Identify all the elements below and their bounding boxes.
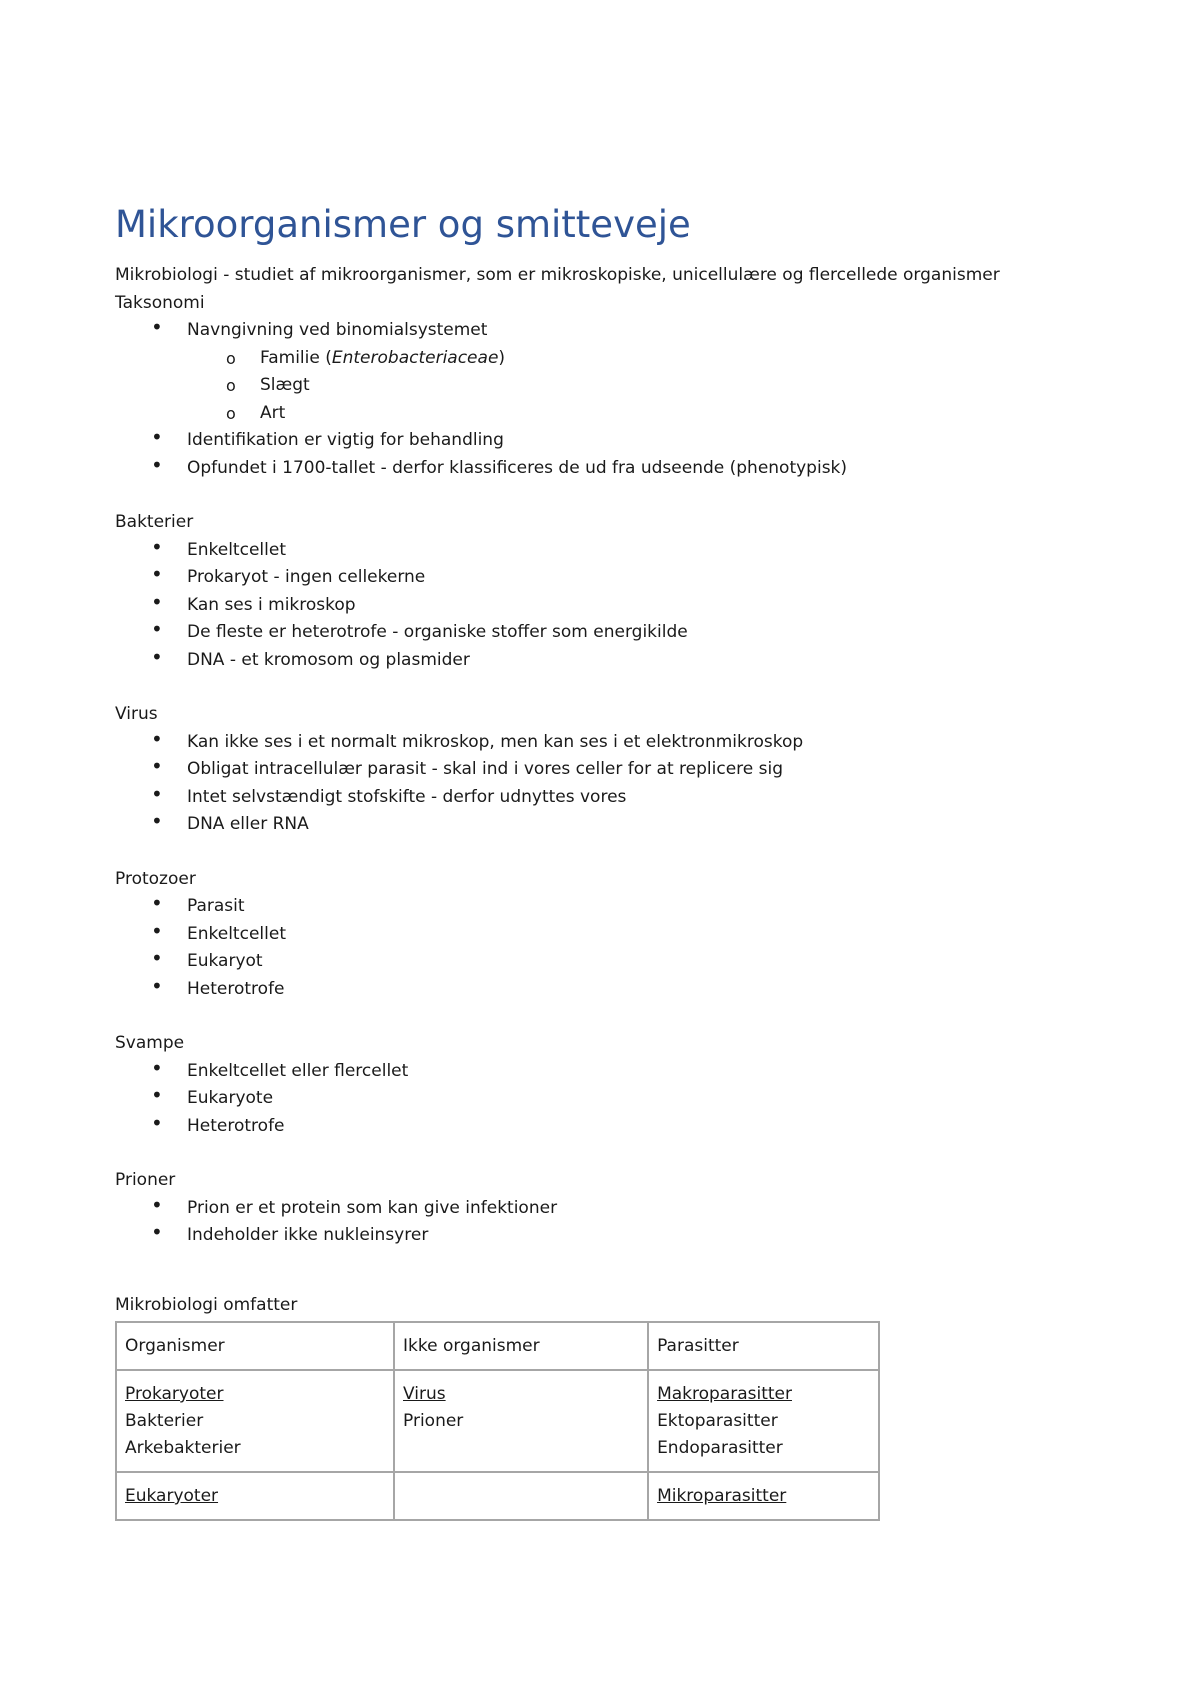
list-item: • Kan ses i mikroskop <box>187 592 1085 620</box>
list-item: • Obligat intracellulær parasit - skal ind i vores celler for at replicere sig <box>187 756 1085 784</box>
prions-heading: Prioner <box>115 1170 176 1190</box>
table-cell <box>116 1472 394 1520</box>
virus-section <box>115 701 1085 839</box>
sublist-item-italic: Enterobacteriaceae <box>331 347 499 368</box>
list-item <box>187 317 1085 427</box>
list-item: • DNA - et kromosom og plasmider <box>187 647 1085 675</box>
list-item: • Intet selvstændigt stofskifte - derfor udnyttes vores <box>187 784 1085 812</box>
table-cell <box>116 1370 394 1472</box>
sublist-item: o Slægt <box>260 372 1085 400</box>
sublist-item: o Art <box>260 400 1085 428</box>
list-item: • Heterotrofe <box>187 1113 1085 1141</box>
taxonomy-section <box>115 290 1085 483</box>
table-header-cell: Ikke organismer <box>394 1322 648 1370</box>
cell-title: Makroparasitter <box>657 1384 792 1404</box>
cell-line: Bakterier <box>125 1411 204 1431</box>
protozoa-list <box>115 893 1085 1003</box>
sublist-item-text: ) <box>498 347 506 368</box>
list-item: • Eukaryot <box>187 948 1085 976</box>
cell-title: Eukaryoter <box>125 1486 219 1506</box>
list-item: • Enkeltcellet <box>187 537 1085 565</box>
list-item: • Enkeltcellet eller flercellet <box>187 1058 1085 1086</box>
list-item: • Parasit <box>187 893 1085 921</box>
microbiology-table <box>115 1321 880 1521</box>
cell-line: Prioner <box>403 1411 464 1431</box>
list-item: • Heterotrofe <box>187 976 1085 1004</box>
cell-line: Endoparasitter <box>657 1438 783 1458</box>
list-item: • DNA eller RNA <box>187 811 1085 839</box>
cell-title: Mikroparasitter <box>657 1486 787 1506</box>
page-title: Mikroorganismer og smitteveje <box>115 203 691 246</box>
document-page <box>115 200 1085 1521</box>
virus-list <box>115 729 1085 839</box>
cell-line: Arkebakterier <box>125 1438 241 1458</box>
taxonomy-sublist <box>187 345 1085 428</box>
list-item: • De fleste er heterotrofe - organiske stoffer som energikilde <box>187 619 1085 647</box>
sublist-item-text: Familie ( <box>260 347 332 368</box>
list-item: • Opfundet i 1700-tallet - derfor klassificeres de ud fra udseende (phenotypisk) <box>187 455 1085 483</box>
virus-heading: Virus <box>115 704 158 724</box>
list-item-text: Navngivning ved binomialsystemet <box>187 320 488 340</box>
fungi-section <box>115 1030 1085 1140</box>
table-row <box>116 1472 879 1520</box>
table-cell <box>648 1370 879 1472</box>
taxonomy-heading: Taksonomi <box>115 292 205 313</box>
list-item: • Prokaryot - ingen cellekerne <box>187 564 1085 592</box>
prions-list <box>115 1195 1085 1250</box>
table-cell <box>394 1370 648 1472</box>
fungi-list <box>115 1058 1085 1141</box>
prions-section <box>115 1167 1085 1250</box>
cell-line: Ektoparasitter <box>657 1411 778 1431</box>
list-item: • Kan ikke ses i et normalt mikroskop, men kan ses i et elektronmikroskop <box>187 729 1085 757</box>
cell-title: Prokaryoter <box>125 1384 224 1404</box>
taxonomy-list <box>115 317 1085 482</box>
table-header-cell: Organismer <box>116 1322 394 1370</box>
table-caption: Mikrobiologi omfatter <box>115 1294 298 1315</box>
table-row <box>116 1370 879 1472</box>
list-item: • Identifikation er vigtig for behandling <box>187 427 1085 455</box>
list-item: • Eukaryote <box>187 1085 1085 1113</box>
table-header-cell: Parasitter <box>648 1322 879 1370</box>
cell-title: Virus <box>403 1384 446 1404</box>
bacteria-heading: Bakterier <box>115 512 194 532</box>
bacteria-section <box>115 509 1085 674</box>
protozoa-section <box>115 866 1085 1004</box>
fungi-heading: Svampe <box>115 1033 185 1053</box>
sublist-item <box>260 345 1085 373</box>
protozoa-heading: Protozoer <box>115 868 196 889</box>
list-item: • Prion er et protein som kan give infektioner <box>187 1195 1085 1223</box>
table-cell <box>648 1472 879 1520</box>
intro-text: Mikrobiologi - studiet af mikroorganismer, som er mikroskopiske, unicellulære og flercellede organismer <box>115 265 1000 285</box>
list-item: • Indeholder ikke nukleinsyrer <box>187 1222 1085 1250</box>
table-header-row <box>116 1322 879 1370</box>
bacteria-list <box>115 537 1085 675</box>
list-item: • Enkeltcellet <box>187 921 1085 949</box>
table-cell <box>394 1472 648 1520</box>
